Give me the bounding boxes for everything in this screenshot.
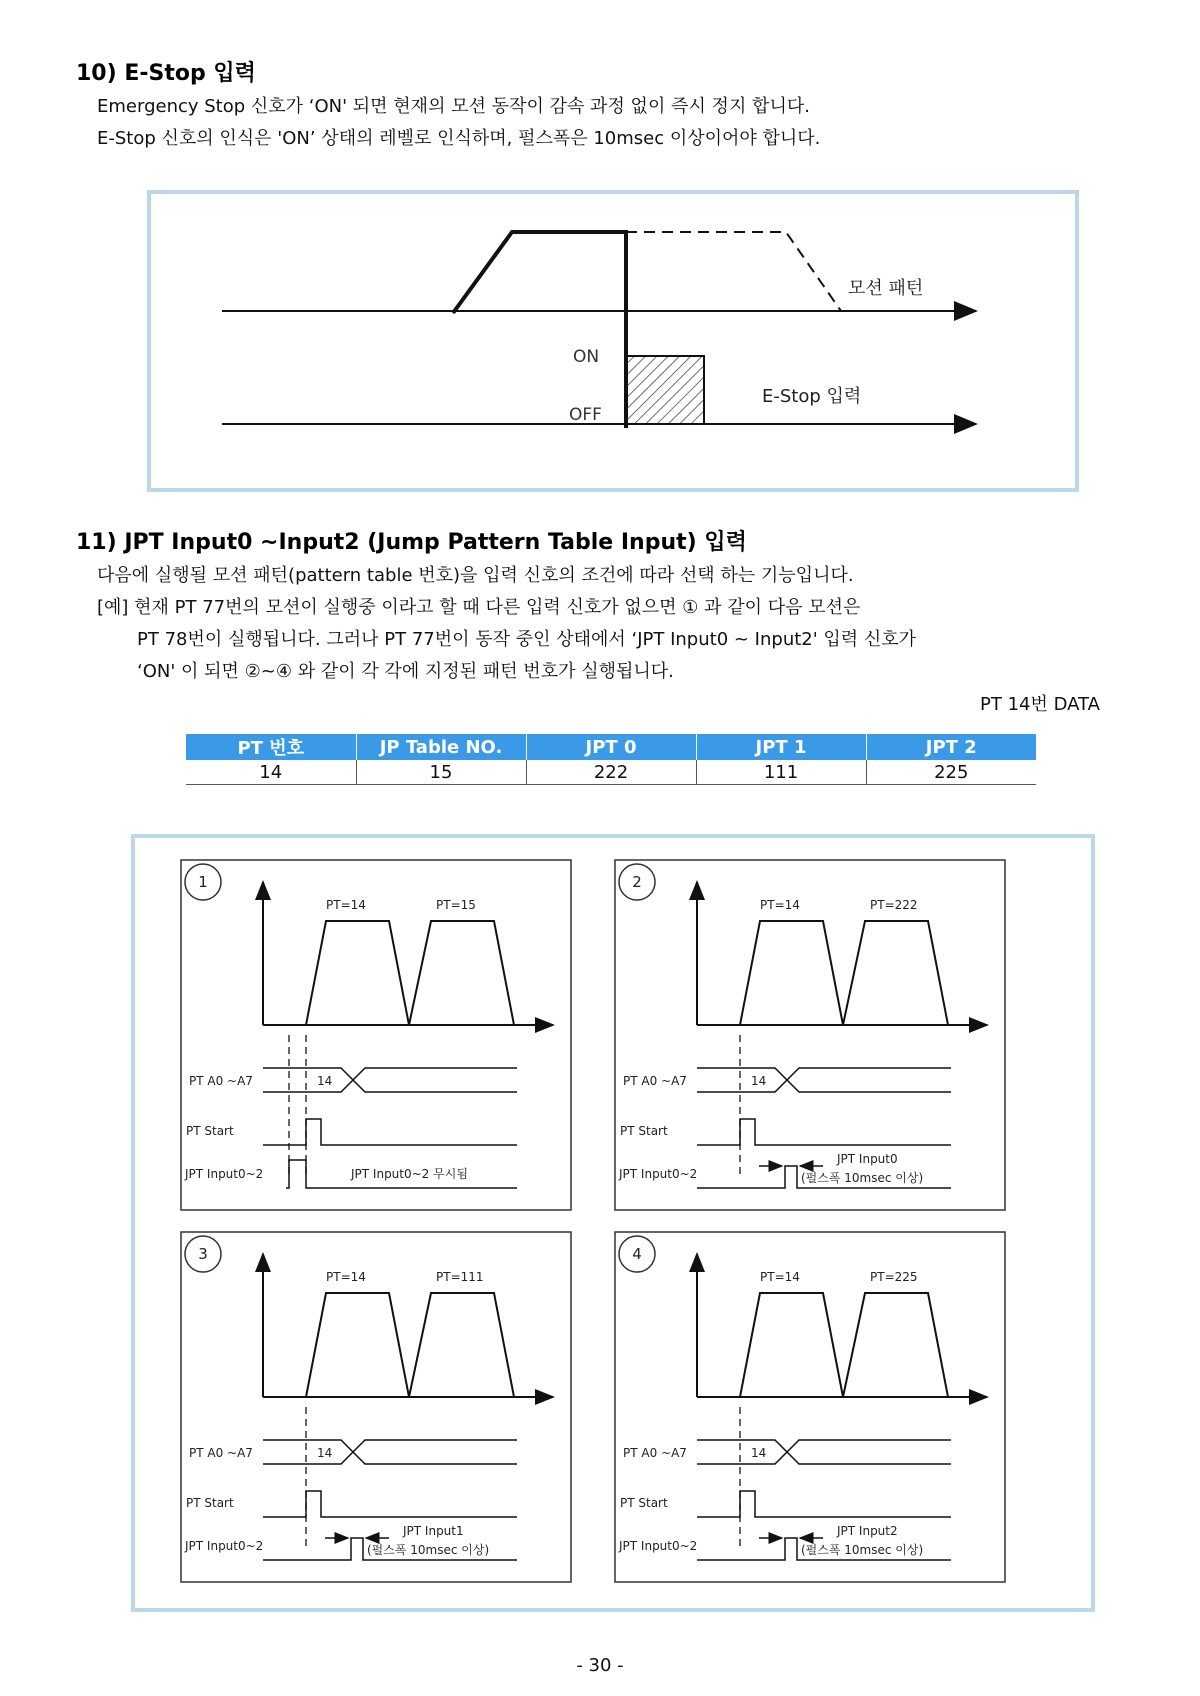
pt-start-label: PT Start [186, 1496, 234, 1510]
table-cell: 111 [696, 760, 866, 785]
table-header-cell: PT 번호 [186, 734, 356, 760]
section-11-line-3: PT 78번이 실행됩니다. 그러나 PT 77번이 동작 중인 상태에서 ‘JPT Input0 ~ Input2' 입력 신호가 [137, 629, 917, 650]
case-number: 1 [198, 873, 208, 891]
jpt-timing-diagrams [135, 838, 1091, 1608]
pt-start-label: PT Start [620, 1124, 668, 1138]
jpt-pulse-width-note: (펄스폭 10msec 이상) [801, 1171, 924, 1185]
table-header-row [186, 734, 1036, 760]
profile-label-next: PT=111 [436, 1270, 484, 1284]
case-number: 2 [632, 873, 642, 891]
timing-panel-2 [615, 860, 1005, 1210]
section-10-line-1: Emergency Stop 신호가 ‘ON' 되면 현재의 모션 동작이 감속 과정 없이 즉시 정지 합니다. [97, 96, 810, 117]
profile-label-current: PT=14 [326, 1270, 366, 1284]
pt-address-label: PT A0 ~A7 [623, 1446, 687, 1460]
on-level-label: ON [573, 347, 600, 367]
pt-address-value: 14 [751, 1446, 767, 1460]
timing-panel-4 [615, 1232, 1005, 1582]
motion-profile-planned [626, 232, 841, 311]
pt-start-label: PT Start [186, 1124, 234, 1138]
pt-address-value: 14 [751, 1074, 767, 1088]
jpt-input-label: JPT Input0~2 [185, 1539, 264, 1553]
pt-data-table [186, 734, 1036, 785]
table-caption: PT 14번 DATA [980, 694, 1100, 715]
jpt-pulse-width-note: (펄스폭 10msec 이상) [801, 1543, 924, 1557]
table-cell: 222 [526, 760, 696, 785]
table-row [186, 760, 1036, 785]
panel-border [181, 860, 571, 1210]
section-11-line-4: ‘ON' 이 되면 ②~④ 와 같이 각 각에 지정된 패턴 번호가 실행됩니다. [137, 661, 674, 682]
jpt-pulse-label: JPT Input1 [403, 1524, 464, 1538]
panel-border [181, 1232, 571, 1582]
timing-panel-1 [181, 860, 571, 1210]
table-header-cell: JPT 2 [866, 734, 1036, 760]
jpt-input-label: JPT Input0~2 [619, 1539, 698, 1553]
pt-address-value: 14 [317, 1074, 333, 1088]
table-header-cell: JPT 0 [526, 734, 696, 760]
estop-timing-diagram [151, 194, 1075, 488]
pt-start-label: PT Start [620, 1496, 668, 1510]
motion-pattern-label: 모션 패턴 [848, 278, 924, 299]
section-11-heading: 11) JPT Input0 ~Input2 (Jump Pattern Table Input) 입력 [76, 530, 747, 555]
page-number: - 30 - [576, 1655, 624, 1676]
profile-label-next: PT=222 [870, 898, 918, 912]
pt-address-label: PT A0 ~A7 [623, 1074, 687, 1088]
profile-label-current: PT=14 [760, 1270, 800, 1284]
case-number: 4 [632, 1245, 642, 1263]
pt-address-value: 14 [317, 1446, 333, 1460]
jpt-diagram-frame [131, 834, 1095, 1612]
profile-label-current: PT=14 [760, 898, 800, 912]
table-header-cell: JP Table NO. [356, 734, 526, 760]
off-level-label: OFF [569, 405, 602, 425]
table-cell: 14 [186, 760, 356, 785]
jpt-ignored-note: JPT Input0~2 무시됨 [351, 1167, 468, 1181]
jpt-input-label: JPT Input0~2 [619, 1167, 698, 1181]
estop-input-label: E-Stop 입력 [762, 386, 862, 407]
table-cell: 225 [866, 760, 1036, 785]
section-11-line-1: 다음에 실행될 모션 패턴(pattern table 번호)을 입력 신호의 조건에 따라 선택 하는 기능입니다. [97, 565, 854, 586]
pt-address-label: PT A0 ~A7 [189, 1074, 253, 1088]
panel-border [615, 860, 1005, 1210]
section-11-line-2: [예] 현재 PT 77번의 모션이 실행중 이라고 할 때 다른 입력 신호가 없으면 ① 과 같이 다음 모션은 [97, 597, 861, 618]
table-header-cell: JPT 1 [696, 734, 866, 760]
profile-label-next: PT=15 [436, 898, 476, 912]
table-cell: 15 [356, 760, 526, 785]
panel-border [615, 1232, 1005, 1582]
profile-label-current: PT=14 [326, 898, 366, 912]
timing-panel-3 [181, 1232, 571, 1582]
jpt-pulse-width-note: (펄스폭 10msec 이상) [367, 1543, 490, 1557]
jpt-input-label: JPT Input0~2 [185, 1167, 264, 1181]
estop-diagram-frame [147, 190, 1079, 492]
profile-label-next: PT=225 [870, 1270, 918, 1284]
jpt-pulse-label: JPT Input0 [837, 1152, 898, 1166]
estop-pulse [626, 356, 704, 424]
motion-profile-stopped [453, 232, 626, 428]
section-10-heading: 10) E-Stop 입력 [76, 61, 256, 86]
jpt-pulse-label: JPT Input2 [837, 1524, 898, 1538]
section-10-line-2: E-Stop 신호의 인식은 'ON’ 상태의 레벨로 인식하며, 펄스폭은 10msec 이상이어야 합니다. [97, 128, 821, 149]
case-number: 3 [198, 1245, 208, 1263]
pt-address-label: PT A0 ~A7 [189, 1446, 253, 1460]
